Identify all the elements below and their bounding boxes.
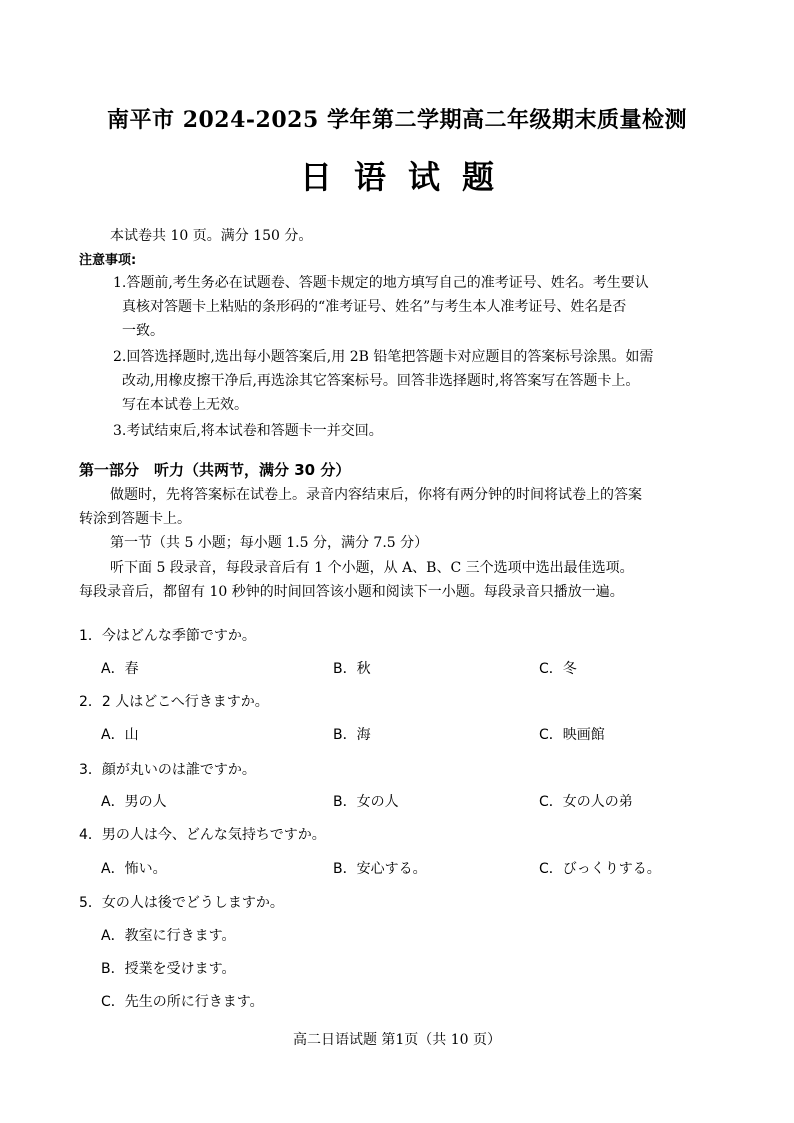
question-2-option-c: C．映画館 (539, 727, 605, 743)
note-1-line-1: 1.答题前,考生务必在试题卷、答题卡规定的地方填写自己的准考证号、姓名。考生要认 (113, 275, 649, 291)
question-1-option-a: A．春 (101, 661, 139, 677)
question-3-option-c: C．女の人の弟 (539, 794, 633, 810)
note-2-line-3: 写在本试卷上无效。 (122, 397, 248, 413)
note-1-line-2: 真核对答题卡上粘贴的条形码的“准考证号、姓名”与考生本人准考证号、姓名是否 (122, 299, 627, 315)
question-5-stem: 5．女の人は後でどうしますか。 (79, 895, 284, 911)
notes-heading: 注意事项: (79, 253, 137, 268)
question-4-option-c: C．びっくりする。 (539, 861, 661, 877)
section1-instr-line-1: 听下面 5 段录音，每段录音后有 1 个小题，从 A、B、C 三个选项中选出最佳选项。 (110, 560, 634, 576)
question-1-stem: 1．今はどんな季節ですか。 (79, 628, 256, 644)
question-1-option-c: C．冬 (539, 661, 577, 677)
note-2-line-2: 改动,用橡皮擦干净后,再选涂其它答案标号。回答非选择题时,将答案写在答题卡上。 (122, 373, 640, 389)
intro-text: 本试卷共 10 页。满分 150 分。 (110, 228, 313, 244)
question-5-option-a: A．教室に行きます。 (101, 928, 236, 944)
part1-instr-line-2: 转涂到答题卡上。 (79, 511, 191, 527)
subject-title: 日语试题 (299, 158, 516, 196)
question-3-option-a: A．男の人 (101, 794, 167, 810)
question-4-option-b: B．安心する。 (333, 861, 427, 877)
page-title: 南平市 2024-2025 学年第二学期高二年级期末质量检测 (107, 107, 687, 133)
question-2-option-a: A．山 (101, 727, 139, 743)
page-footer: 高二日语试题 第1页（共 10 页） (292, 1032, 502, 1048)
question-2-option-b: B．海 (333, 727, 371, 743)
section1-instr-line-2: 每段录音后，都留有 10 秒钟的时间回答该小题和阅读下一小题。每段录音只播放一遍。 (79, 584, 624, 600)
question-1-option-b: B．秋 (333, 661, 371, 677)
note-1-line-3: 一致。 (122, 323, 164, 339)
question-2-stem: 2．2 人はどこへ行きますか。 (79, 694, 269, 710)
part1-heading: 第一部分 听力（共两节，满分 30 分） (79, 461, 351, 479)
question-3-option-b: B．女の人 (333, 794, 399, 810)
part1-instr-line-1: 做题时，先将答案标在试卷上。录音内容结束后，你将有两分钟的时间将试卷上的答案 (110, 487, 642, 503)
question-5-option-c: C．先生の所に行きます。 (101, 994, 264, 1010)
question-4-option-a: A．怖い。 (101, 861, 167, 877)
question-5-option-b: B．授業を受けます。 (101, 961, 236, 977)
note-2-line-1: 2.回答选择题时,选出每小题答案后,用 2B 铅笔把答题卡对应题目的答案标号涂黑。如需 (113, 349, 654, 365)
section1-heading: 第一节（共 5 小题；每小题 1.5 分，满分 7.5 分） (110, 535, 429, 551)
question-3-stem: 3．顔が丸いのは誰ですか。 (79, 762, 256, 778)
note-3-line-1: 3.考试结束后,将本试卷和答题卡一并交回。 (113, 423, 383, 439)
question-4-stem: 4．男の人は今、どんな気持ちですか。 (79, 827, 326, 843)
